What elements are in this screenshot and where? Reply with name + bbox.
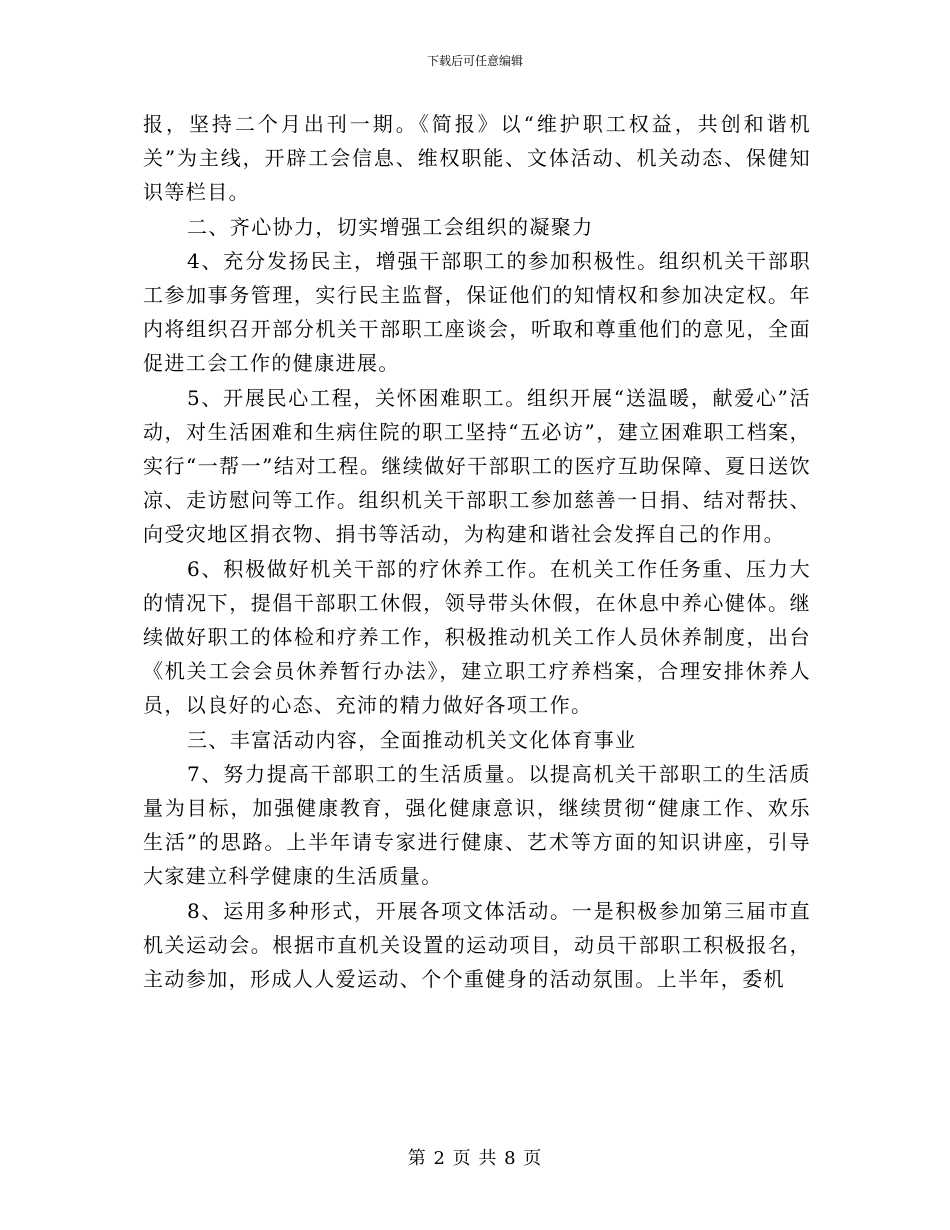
- paragraph-item-8: 8、运用多种形式，开展各项文体活动。一是积极参加第三届市直机关运动会。根据市直机关设置的运动项目，动员干部职工积极报名，主动参加，形成人人爱运动、个个重健身的活动氛围。上半年，委机: [143, 898, 811, 992]
- paragraph-item-4: 4、充分发扬民主，增强干部职工的参加积极性。组织机关干部职工参加事务管理，实行民主监督，保证他们的知情权和参加决定权。年内将组织召开部分机关干部职工座谈会，听取和尊重他们的意见，全面促进工会工作的健康进展。: [143, 248, 811, 376]
- paragraph-item-5: 5、开展民心工程，关怀困难职工。组织开展“送温暖，献爱心”活动，对生活困难和生病住院的职工坚持“五必访”，建立困难职工档案，实行“一帮一”结对工程。继续做好干部职工的医疗互助保障、夏日送饮凉、走访慰问等工作。组织机关干部职工参加慈善一日捐、结对帮扶、向受灾地区捐衣物、捐书等活动，为构建和谐社会发挥自己的作用。: [143, 385, 811, 547]
- page-header: 下载后可任意编辑: [426, 54, 523, 68]
- paragraph-item-6: 6、积极做好机关干部的疗休养工作。在机关工作任务重、压力大的情况下，提倡干部职工休假，领导带头休假，在休息中养心健体。继续做好职工的体检和疗养工作，积极推动机关工作人员休养制度，出台《机关工会会员休养暂行办法》，建立职工疗养档案，合理安排休养人员，以良好的心态、充沛的精力做好各项工作。: [143, 556, 811, 718]
- page-footer: 第 2 页 共 8 页: [407, 1148, 543, 1169]
- section-heading-3: 三、丰富活动内容，全面推动机关文化体育事业: [187, 727, 637, 752]
- document-body: [143, 107, 811, 996]
- paragraph-1: 报，坚持二个月出刊一期。《简报》以“维护职工权益，共创和谐机关”为主线，开辟工会信息、维权职能、文体活动、机关动态、保健知识等栏目。: [143, 112, 811, 205]
- paragraph-item-7: 7、努力提高干部职工的生活质量。以提高机关干部职工的生活质量为目标，加强健康教育，强化健康意识，继续贯彻“健康工作、欢乐生活”的思路。上半年请专家进行健康、艺术等方面的知识讲座，引导大家建立科学健康的生活质量。: [143, 761, 811, 889]
- section-heading-2: 二、齐心协力，切实增强工会组织的凝聚力: [187, 214, 594, 239]
